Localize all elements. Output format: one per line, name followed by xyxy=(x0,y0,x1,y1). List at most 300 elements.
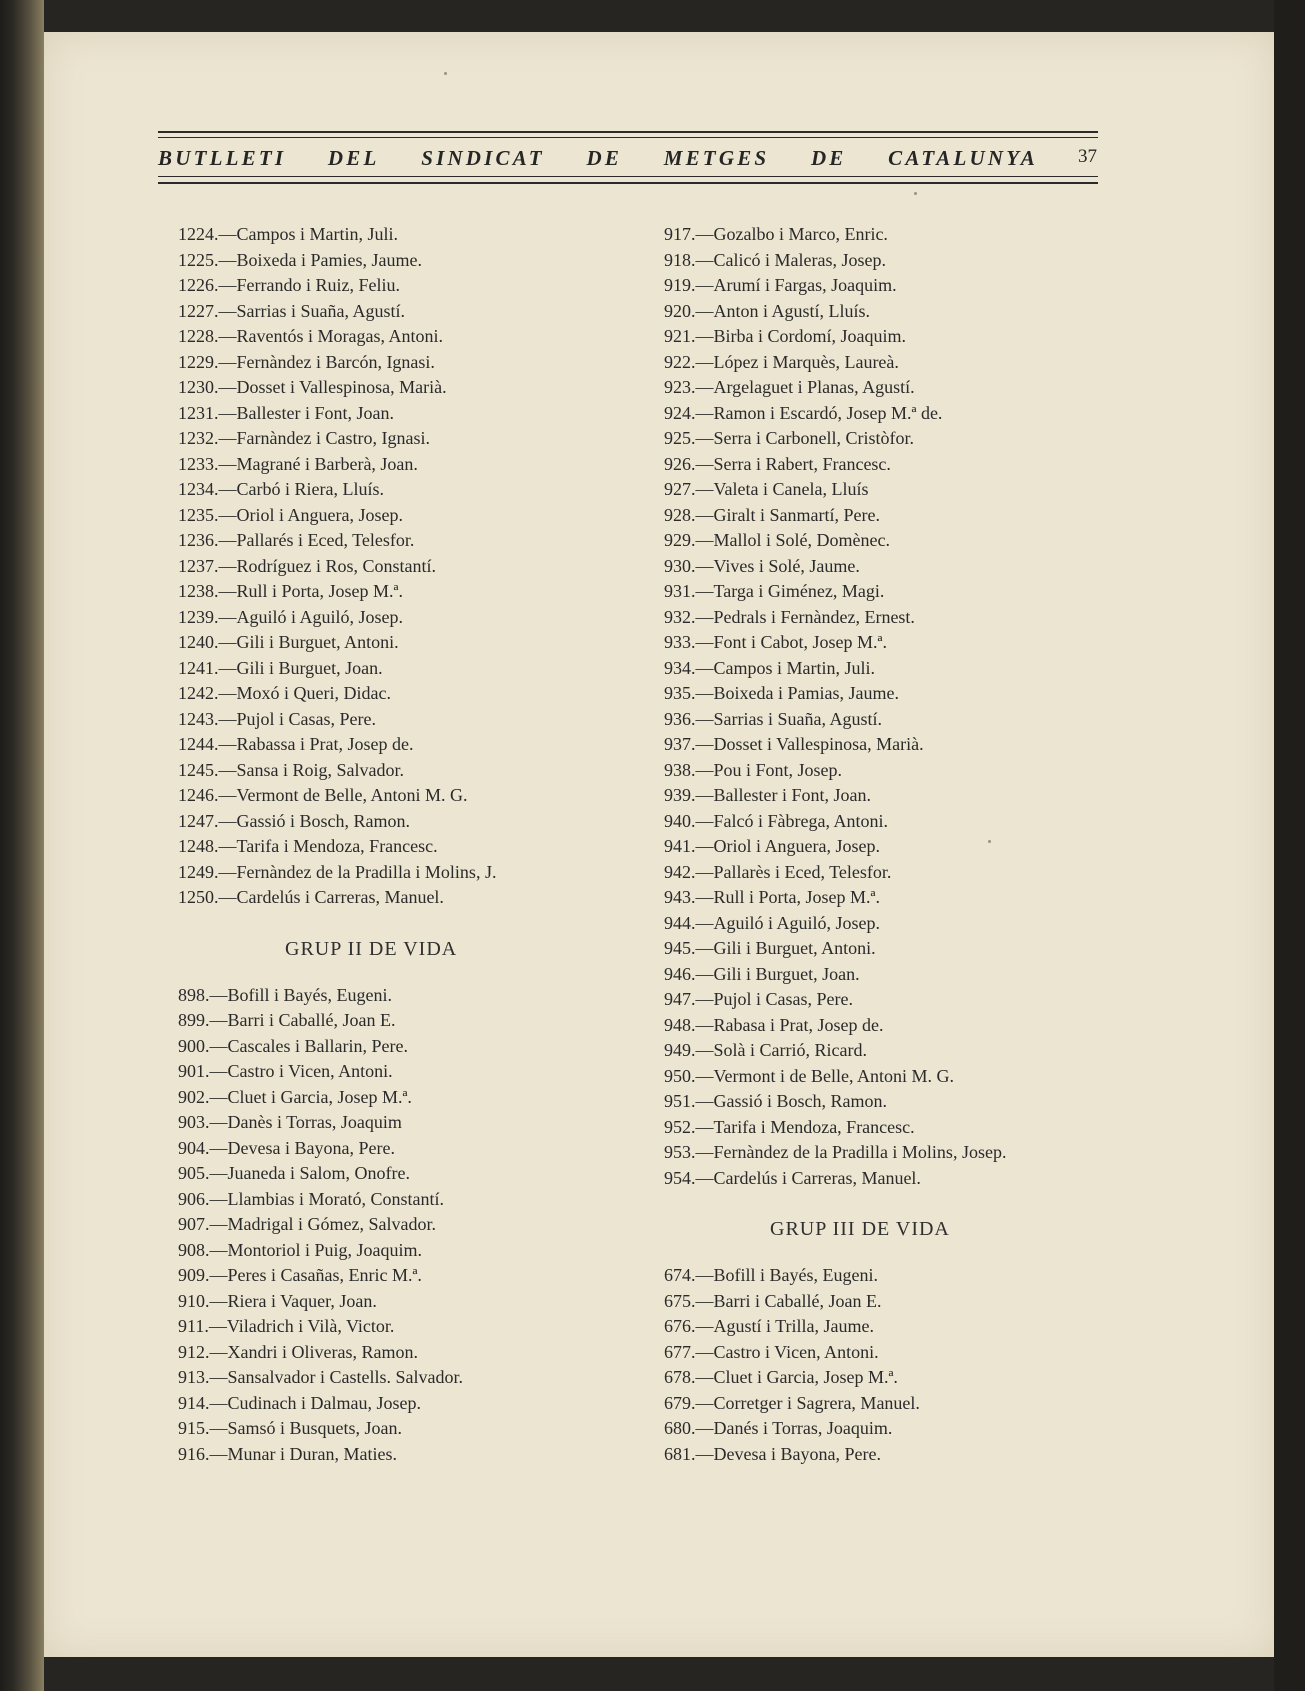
entry-number: 901 xyxy=(178,1061,205,1081)
entry-number: 903 xyxy=(178,1112,205,1132)
entry-number: 942 xyxy=(664,861,691,882)
entry-number: 904 xyxy=(178,1137,205,1158)
member-name: Tarifa i Mendoza, Francesc. xyxy=(713,1116,915,1137)
entry-separator: .— xyxy=(691,275,714,295)
entry-number: 915 xyxy=(178,1418,205,1438)
member-name: Anton i Agustí, Lluís. xyxy=(713,300,871,321)
entry-separator: .— xyxy=(205,1035,228,1056)
member-name: Campos i Martin, Juli. xyxy=(713,657,875,678)
member-name: Calicó i Maleras, Josep. xyxy=(713,249,886,270)
member-entry xyxy=(178,375,638,401)
member-entry xyxy=(178,656,638,682)
entry-number: 928 xyxy=(664,504,691,525)
member-name: Gili i Burguet, Antoni. xyxy=(713,938,876,958)
entry-number: 1245 xyxy=(178,759,214,780)
entry-number: 944 xyxy=(664,912,691,933)
member-entry xyxy=(178,707,638,733)
member-name: Devesa i Bayona, Pere. xyxy=(227,1137,395,1158)
member-entry xyxy=(178,809,638,835)
entry-number: 1240 xyxy=(178,632,214,652)
member-name: Bofill i Bayés, Eugeni. xyxy=(713,1265,878,1285)
entry-separator: .— xyxy=(691,300,714,321)
member-name: Cudinach i Dalmau, Josep. xyxy=(227,1392,421,1413)
entry-number: 921 xyxy=(664,326,691,346)
entry-number: 900 xyxy=(178,1035,205,1056)
entry-separator: .— xyxy=(691,453,714,474)
entry-separator: .— xyxy=(214,581,237,601)
member-name: Targa i Giménez, Magi. xyxy=(713,581,885,601)
member-entry xyxy=(664,324,1124,350)
member-entry xyxy=(178,681,638,707)
entry-number: 913 xyxy=(178,1367,205,1387)
entry-number: 1226 xyxy=(178,275,214,295)
member-name: Magrané i Barberà, Joan. xyxy=(236,453,418,474)
entry-number: 1248 xyxy=(178,836,214,856)
member-name: Fernàndez i Barcón, Ignasi. xyxy=(236,351,435,372)
entry-number: 952 xyxy=(664,1116,691,1137)
entry-number: 929 xyxy=(664,530,691,550)
entry-separator: .— xyxy=(691,581,714,601)
member-entry xyxy=(178,1161,638,1187)
member-name: Gozalbo i Marco, Enric. xyxy=(713,224,888,244)
header-rule-bottom-thin xyxy=(158,176,1098,177)
entry-number: 1224 xyxy=(178,224,214,244)
entry-number: 905 xyxy=(178,1163,205,1183)
member-entry xyxy=(178,1085,638,1111)
member-entry xyxy=(664,1289,1124,1315)
entry-separator: .— xyxy=(214,785,237,805)
entry-number: 924 xyxy=(664,402,691,423)
entry-separator: .— xyxy=(214,836,237,856)
member-name: Cluet i Garcia, Josep M.ª. xyxy=(713,1367,898,1387)
entry-number: 1237 xyxy=(178,555,214,576)
member-entry xyxy=(178,222,638,248)
entry-number: 1246 xyxy=(178,785,214,805)
entry-separator: .— xyxy=(691,861,714,882)
member-name: Pallarès i Eced, Telesfor. xyxy=(713,861,892,882)
member-name: Moxó i Queri, Didac. xyxy=(236,683,391,703)
entry-separator: .— xyxy=(214,734,237,754)
entry-separator: .— xyxy=(691,785,714,805)
member-entry xyxy=(664,248,1124,274)
entry-number: 945 xyxy=(664,938,691,958)
member-entry xyxy=(178,783,638,809)
member-name: Boixeda i Pamias, Jaume. xyxy=(713,683,899,703)
member-entry xyxy=(178,503,638,529)
entry-separator: .— xyxy=(691,1418,714,1438)
member-entry xyxy=(178,1059,638,1085)
member-entry xyxy=(178,1238,638,1264)
entry-separator: .— xyxy=(691,1091,714,1111)
member-entry xyxy=(664,503,1124,529)
entry-separator: .— xyxy=(691,632,714,652)
entry-number: 1225 xyxy=(178,249,214,270)
member-entry xyxy=(664,1263,1124,1289)
entry-separator: .— xyxy=(691,989,714,1009)
member-name: Font i Cabot, Josep M.ª. xyxy=(713,632,887,652)
member-entry xyxy=(664,630,1124,656)
entry-separator: .— xyxy=(691,734,714,754)
entry-separator: .— xyxy=(691,1367,714,1387)
entry-number: 1241 xyxy=(178,657,214,678)
entry-number: 950 xyxy=(664,1065,691,1086)
member-name: Solà i Carrió, Ricard. xyxy=(713,1040,867,1060)
entry-number: 674 xyxy=(664,1265,691,1285)
member-name: Gassió i Bosch, Ramon. xyxy=(713,1091,887,1111)
entry-separator: .— xyxy=(691,708,714,729)
member-entry xyxy=(178,1442,638,1468)
member-name: Pujol i Casas, Pere. xyxy=(236,708,376,729)
entry-number: 1243 xyxy=(178,708,214,729)
member-name: Peres i Casañas, Enric M.ª. xyxy=(227,1265,422,1285)
entry-separator: .— xyxy=(214,326,237,346)
member-entry xyxy=(664,1166,1124,1192)
member-entry xyxy=(178,248,638,274)
member-entry xyxy=(178,630,638,656)
entry-separator: .— xyxy=(691,912,714,933)
scan-background-edge xyxy=(1274,0,1305,1691)
entry-separator: .— xyxy=(205,1137,228,1158)
member-name: Munar i Duran, Maties. xyxy=(227,1443,397,1464)
member-entry xyxy=(664,758,1124,784)
entry-number: 931 xyxy=(664,581,691,601)
page-header xyxy=(158,128,1098,198)
member-entry xyxy=(178,1340,638,1366)
member-name: Madrigal i Gómez, Salvador. xyxy=(227,1214,436,1234)
member-name: Castro i Vicen, Antoni. xyxy=(713,1341,879,1362)
member-entry xyxy=(664,605,1124,631)
member-name: Fernàndez de la Pradilla i Molins, Josep. xyxy=(713,1142,1007,1162)
member-name: Farnàndez i Castro, Ignasi. xyxy=(236,428,430,448)
entry-number: 1233 xyxy=(178,453,214,474)
entry-separator: .— xyxy=(214,275,237,295)
member-entry xyxy=(664,860,1124,886)
member-entry xyxy=(178,1008,638,1034)
entry-number: 948 xyxy=(664,1014,691,1035)
entry-separator: .— xyxy=(205,1341,228,1362)
member-name: Sansalvador i Castells. Salvador. xyxy=(227,1367,463,1387)
entry-number: 936 xyxy=(664,708,691,729)
header-rule-top xyxy=(158,131,1098,133)
entry-separator: .— xyxy=(691,351,714,372)
member-name: Devesa i Bayona, Pere. xyxy=(713,1443,881,1464)
entry-separator: .— xyxy=(691,938,714,958)
entry-separator: .— xyxy=(214,479,237,499)
member-name: Pedrals i Fernàndez, Ernest. xyxy=(713,606,915,627)
member-name: Sarrias i Suaña, Agustí. xyxy=(713,708,882,729)
entry-number: 681 xyxy=(664,1443,691,1464)
entry-number: 1249 xyxy=(178,861,214,882)
member-name: Arumí i Fargas, Joaquim. xyxy=(713,275,897,295)
entry-number: 1238 xyxy=(178,581,214,601)
member-entry xyxy=(178,477,638,503)
member-entry xyxy=(664,1365,1124,1391)
member-name: Mallol i Solé, Domènec. xyxy=(713,530,890,550)
member-name: Pujol i Casas, Pere. xyxy=(713,989,853,1009)
member-entry xyxy=(178,732,638,758)
entry-separator: .— xyxy=(691,1116,714,1137)
member-name: Vives i Solé, Jaume. xyxy=(713,555,860,576)
entry-separator: .— xyxy=(691,249,714,270)
entry-separator: .— xyxy=(691,836,714,856)
entry-separator: .— xyxy=(691,224,714,244)
entry-separator: .— xyxy=(691,1443,714,1464)
entry-separator: .— xyxy=(214,249,237,270)
member-entry xyxy=(178,1212,638,1238)
title-word: DEL xyxy=(327,146,380,170)
member-name: Raventós i Moragas, Antoni. xyxy=(236,326,443,346)
member-entry xyxy=(178,1391,638,1417)
member-entry xyxy=(664,681,1124,707)
entry-separator: .— xyxy=(691,530,714,550)
entry-separator: .— xyxy=(691,1065,714,1086)
member-entry xyxy=(664,1115,1124,1141)
member-entry xyxy=(664,783,1124,809)
member-name: Ballester i Font, Joan. xyxy=(713,785,871,805)
entry-separator: .— xyxy=(214,887,237,907)
member-entry xyxy=(664,911,1124,937)
entry-number: 938 xyxy=(664,759,691,780)
member-entry xyxy=(664,962,1124,988)
member-entry xyxy=(664,222,1124,248)
member-entry xyxy=(664,579,1124,605)
entry-number: 953 xyxy=(664,1142,691,1162)
member-name: Castro i Vicen, Antoni. xyxy=(227,1061,393,1081)
right-column xyxy=(664,222,1124,1467)
member-entry xyxy=(664,401,1124,427)
member-name: Vermont i de Belle, Antoni M. G. xyxy=(713,1065,954,1086)
entry-number: 914 xyxy=(178,1392,205,1413)
member-name: Gassió i Bosch, Ramon. xyxy=(236,810,410,831)
entry-separator: .— xyxy=(214,632,237,652)
entry-number: 919 xyxy=(664,275,691,295)
entry-separator: .— xyxy=(205,1061,228,1081)
header-rule-top-thin xyxy=(158,137,1098,138)
entry-number: 933 xyxy=(664,632,691,652)
entry-number: 910 xyxy=(178,1290,205,1311)
entry-number: 1236 xyxy=(178,530,214,550)
member-entry xyxy=(664,477,1124,503)
entry-separator: .— xyxy=(205,1112,228,1132)
entry-separator: .— xyxy=(691,1290,714,1311)
member-name: Rull i Porta, Josep M.ª. xyxy=(713,887,880,907)
entry-number: 946 xyxy=(664,963,691,984)
member-entry xyxy=(664,1442,1124,1468)
entry-number: 935 xyxy=(664,683,691,703)
member-name: Ferrando i Ruiz, Feliu. xyxy=(236,275,400,295)
entry-separator: .— xyxy=(691,963,714,984)
entry-separator: .— xyxy=(214,428,237,448)
member-entry xyxy=(664,426,1124,452)
entry-separator: .— xyxy=(205,1214,228,1234)
section-heading-grup-ii: GRUP II DE VIDA xyxy=(285,937,458,960)
entry-separator: .— xyxy=(691,683,714,703)
member-entry xyxy=(178,983,638,1009)
entry-number: 677 xyxy=(664,1341,691,1362)
member-name: Carbó i Riera, Lluís. xyxy=(236,479,384,499)
member-entry xyxy=(664,1064,1124,1090)
entry-separator: .— xyxy=(691,1341,714,1362)
member-entry xyxy=(664,1140,1124,1166)
member-entry xyxy=(178,401,638,427)
entry-separator: .— xyxy=(214,657,237,678)
member-entry xyxy=(178,1263,638,1289)
entry-separator: .— xyxy=(691,402,714,423)
entry-separator: .— xyxy=(205,1265,228,1285)
member-name: Oriol i Anguera, Josep. xyxy=(713,836,880,856)
member-entry xyxy=(664,273,1124,299)
entry-separator: .— xyxy=(691,1316,714,1336)
entry-separator: .— xyxy=(214,683,237,703)
member-entry xyxy=(178,350,638,376)
entry-number: 940 xyxy=(664,810,691,831)
member-name: Agustí i Trilla, Jaume. xyxy=(713,1316,875,1336)
entry-separator: .— xyxy=(214,224,237,244)
entry-number: 947 xyxy=(664,989,691,1009)
title-word: CATALUNYA xyxy=(888,146,1038,170)
member-name: Cascales i Ballarin, Pere. xyxy=(227,1035,408,1056)
entry-number: 1247 xyxy=(178,810,214,831)
entry-separator: .— xyxy=(205,1010,228,1030)
entry-number: 678 xyxy=(664,1367,691,1387)
member-entry xyxy=(664,1013,1124,1039)
entry-separator: .— xyxy=(214,555,237,576)
member-name: Pou i Font, Josep. xyxy=(713,759,843,780)
entry-separator: .— xyxy=(205,1443,228,1464)
member-name: Fernàndez de la Pradilla i Molins, J. xyxy=(236,861,497,882)
paper-speck xyxy=(444,72,447,75)
entry-number: 675 xyxy=(664,1290,691,1311)
entry-separator: .— xyxy=(691,504,714,525)
member-name: Dosset i Vallespinosa, Marià. xyxy=(236,377,447,397)
member-name: Serra i Carbonell, Cristòfor. xyxy=(713,428,914,448)
entry-separator: .— xyxy=(214,402,237,423)
entry-separator: .— xyxy=(691,326,714,346)
member-name: Rodríguez i Ros, Constantí. xyxy=(236,555,436,576)
member-entry xyxy=(664,1416,1124,1442)
member-name: Corretger i Sagrera, Manuel. xyxy=(713,1392,920,1413)
member-name: Campos i Martin, Juli. xyxy=(236,224,398,244)
entry-separator: .— xyxy=(691,606,714,627)
member-list-bottom xyxy=(664,1263,1124,1467)
entry-separator: .— xyxy=(691,479,714,499)
entry-number: 927 xyxy=(664,479,691,499)
member-name: Gili i Burguet, Joan. xyxy=(236,657,383,678)
member-entry xyxy=(664,987,1124,1013)
member-entry xyxy=(664,656,1124,682)
member-entry xyxy=(178,885,638,911)
member-name: Argelaguet i Planas, Agustí. xyxy=(713,377,915,397)
member-entry xyxy=(178,273,638,299)
entry-separator: .— xyxy=(205,1290,228,1311)
entry-separator: .— xyxy=(214,861,237,882)
entry-separator: .— xyxy=(691,377,714,397)
member-name: López i Marquès, Laureà. xyxy=(713,351,899,372)
entry-separator: .— xyxy=(214,708,237,729)
member-entry xyxy=(664,299,1124,325)
member-list-bottom xyxy=(178,983,638,1468)
entry-number: 1244 xyxy=(178,734,214,754)
entry-number: 912 xyxy=(178,1341,205,1362)
member-entry xyxy=(178,299,638,325)
member-name: Montoriol i Puig, Joaquim. xyxy=(227,1239,423,1260)
member-entry xyxy=(178,528,638,554)
entry-separator: .— xyxy=(205,1188,228,1209)
member-list-top xyxy=(664,222,1124,1191)
member-entry xyxy=(664,732,1124,758)
entry-separator: .— xyxy=(205,984,228,1005)
member-entry xyxy=(664,1038,1124,1064)
member-entry xyxy=(178,605,638,631)
member-entry xyxy=(178,758,638,784)
member-entry xyxy=(178,860,638,886)
entry-separator: .— xyxy=(214,530,237,550)
member-entry xyxy=(178,324,638,350)
member-name: Barri i Caballé, Joan E. xyxy=(713,1290,882,1311)
member-name: Sansa i Roig, Salvador. xyxy=(236,759,404,780)
title-word: METGES xyxy=(663,146,770,170)
member-name: Serra i Rabert, Francesc. xyxy=(713,453,891,474)
member-name: Oriol i Anguera, Josep. xyxy=(236,504,403,525)
member-entry xyxy=(664,936,1124,962)
journal-title xyxy=(158,146,1038,171)
entry-number: 1231 xyxy=(178,402,214,423)
entry-separator: .— xyxy=(691,1014,714,1035)
member-entry xyxy=(664,528,1124,554)
member-name: Birba i Cordomí, Joaquim. xyxy=(713,326,906,346)
entry-number: 917 xyxy=(664,224,691,244)
entry-number: 907 xyxy=(178,1214,205,1234)
entry-separator: .— xyxy=(214,810,237,831)
left-column xyxy=(178,222,638,1467)
member-name: Riera i Vaquer, Joan. xyxy=(227,1290,377,1311)
member-list-top xyxy=(178,222,638,911)
entry-separator: .— xyxy=(691,1265,714,1285)
member-name: Gili i Burguet, Joan. xyxy=(713,963,860,984)
title-word: SINDICAT xyxy=(421,146,545,170)
entry-number: 943 xyxy=(664,887,691,907)
member-name: Danès i Torras, Joaquim xyxy=(227,1112,402,1132)
entry-number: 1235 xyxy=(178,504,214,525)
entry-number: 1242 xyxy=(178,683,214,703)
member-entry xyxy=(664,1391,1124,1417)
entry-separator: .— xyxy=(214,606,237,627)
entry-number: 911 xyxy=(178,1316,205,1336)
entry-number: 922 xyxy=(664,351,691,372)
entry-separator: .— xyxy=(691,1167,714,1188)
member-name: Giralt i Sanmartí, Pere. xyxy=(713,504,880,525)
member-name: Tarifa i Mendoza, Francesc. xyxy=(236,836,438,856)
member-entry xyxy=(178,1187,638,1213)
member-name: Cluet i Garcia, Josep M.ª. xyxy=(227,1086,412,1107)
entry-number: 1229 xyxy=(178,351,214,372)
entry-separator: .— xyxy=(214,759,237,780)
member-entry xyxy=(664,1089,1124,1115)
entry-separator: .— xyxy=(691,1392,714,1413)
entry-number: 941 xyxy=(664,836,691,856)
entry-number: 676 xyxy=(664,1316,691,1336)
member-entry xyxy=(178,554,638,580)
entry-separator: .— xyxy=(691,759,714,780)
member-name: Rabassa i Prat, Josep de. xyxy=(236,734,414,754)
member-entry xyxy=(664,834,1124,860)
entry-number: 916 xyxy=(178,1443,205,1464)
entry-number: 1250 xyxy=(178,887,214,907)
member-entry xyxy=(178,1034,638,1060)
entry-number: 951 xyxy=(664,1091,691,1111)
page-number: 37 xyxy=(1078,146,1097,167)
entry-number: 939 xyxy=(664,785,691,805)
